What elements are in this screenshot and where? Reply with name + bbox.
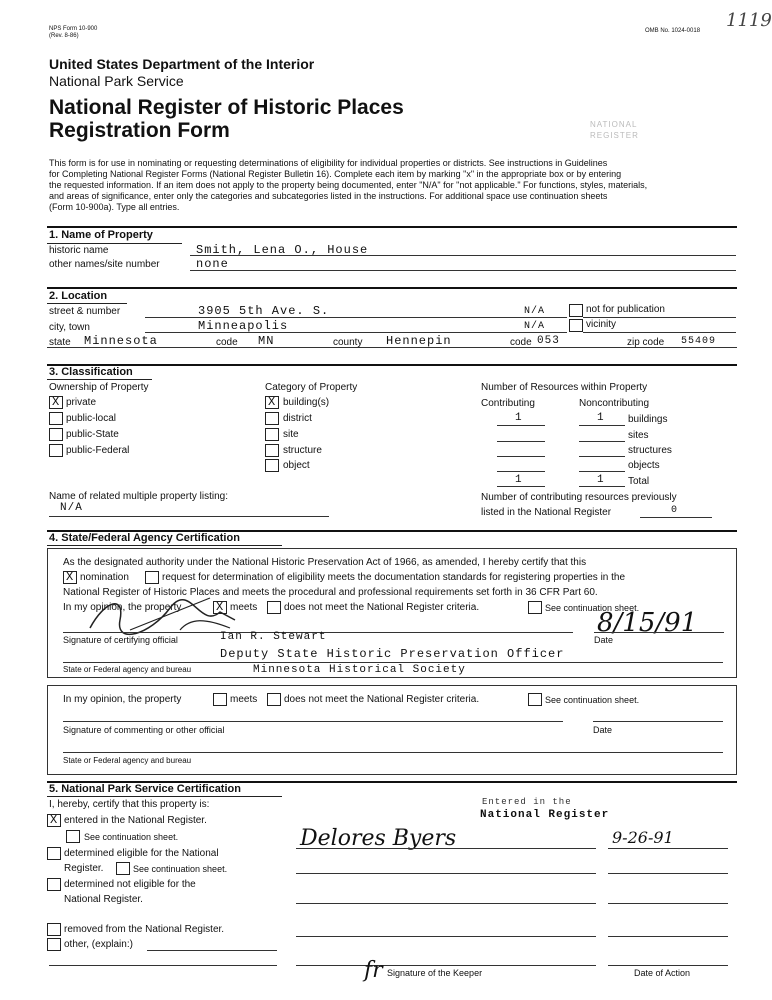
rule bbox=[47, 796, 282, 797]
rule bbox=[47, 303, 127, 304]
agency-value: Minnesota Historical Society bbox=[253, 664, 466, 676]
historic-name-value: Smith, Lena O., House bbox=[196, 243, 369, 257]
row-objects-label: objects bbox=[628, 460, 660, 471]
department-name: United States Department of the Interior bbox=[49, 56, 315, 72]
contributing-total-value: 1 bbox=[515, 474, 523, 486]
ownership-public-state-label: public-State bbox=[66, 429, 119, 440]
noncontributing-heading: Noncontributing bbox=[579, 398, 650, 409]
ownership-public-federal-label: public-Federal bbox=[66, 445, 130, 456]
county-code-value: 053 bbox=[537, 335, 560, 347]
date-line-1 bbox=[608, 848, 728, 849]
rule bbox=[497, 456, 545, 457]
date-line-3 bbox=[608, 903, 728, 904]
date-line-4 bbox=[608, 936, 728, 937]
zip-label: zip code bbox=[627, 337, 665, 348]
ownership-public-state-checkbox[interactable] bbox=[49, 428, 63, 441]
determined-eligible-label: determined eligible for the National bbox=[64, 848, 219, 859]
date-of-action-label: Date of Action bbox=[634, 968, 691, 978]
rule bbox=[497, 441, 545, 442]
row-sites-label: sites bbox=[628, 430, 649, 441]
row-total-label: Total bbox=[628, 476, 650, 487]
city-label: city, town bbox=[49, 322, 90, 333]
commenting-date-label: Date bbox=[593, 725, 613, 735]
section1-heading: 1. Name of Property bbox=[49, 229, 153, 241]
rule bbox=[497, 486, 545, 487]
cert-text-line1: As the designated authority under the National Historic Preservation Act of 1966, as amended, I hereby certify that this bbox=[63, 557, 587, 568]
other-names-line bbox=[190, 270, 736, 271]
city-value: Minneapolis bbox=[198, 319, 289, 333]
op-meets-label: meets bbox=[230, 694, 258, 705]
does-not-meet-checkbox[interactable] bbox=[267, 601, 281, 614]
eligible-continuation-checkbox[interactable] bbox=[116, 862, 130, 875]
county-value: Hennepin bbox=[386, 334, 452, 348]
rule bbox=[594, 632, 724, 633]
omb-number: OMB No. 1024-0018 bbox=[645, 28, 701, 34]
agency-line bbox=[63, 662, 723, 663]
category-site-label: site bbox=[283, 429, 299, 440]
street-line bbox=[145, 317, 567, 318]
category-building-checkbox[interactable] bbox=[265, 396, 279, 409]
multiple-listing-value: N/A bbox=[60, 502, 83, 514]
other-checkbox[interactable] bbox=[47, 938, 61, 951]
keeper-line-5 bbox=[296, 965, 596, 966]
section2-heading: 2. Location bbox=[49, 290, 108, 302]
row-buildings-label: buildings bbox=[628, 414, 668, 425]
official-title: Deputy State Historic Preservation Officer bbox=[220, 647, 565, 661]
rule bbox=[47, 243, 182, 244]
multiple-listing-label: Name of related multiple property listing: bbox=[49, 491, 228, 502]
rule bbox=[47, 364, 737, 366]
previously-listed-label1: Number of contributing resources previously bbox=[481, 492, 677, 503]
other-explain-line bbox=[147, 950, 277, 951]
category-structure-checkbox[interactable] bbox=[265, 444, 279, 457]
keeper-line-4 bbox=[296, 936, 596, 937]
certify-label: I, hereby, certify that this property is: bbox=[49, 799, 210, 810]
op-does-not-meet-label: does not meet the National Register criteria. bbox=[284, 694, 480, 705]
entered-continuation-checkbox[interactable] bbox=[66, 830, 80, 843]
nomination-checkbox[interactable] bbox=[63, 571, 77, 584]
ownership-heading: Ownership of Property bbox=[49, 382, 149, 393]
contributing-buildings-value: 1 bbox=[515, 412, 523, 424]
cert-text-line3: National Register of Historic Places and meets the procedural and professional requirements set forth in 36 CFR Part 60. bbox=[63, 587, 598, 598]
entered-stamp-line1: Entered in the bbox=[482, 797, 572, 807]
category-object-checkbox[interactable] bbox=[265, 459, 279, 472]
section4-heading: 4. State/Federal Agency Certification bbox=[49, 532, 240, 544]
not-for-publication-label: not for publication bbox=[586, 304, 665, 315]
rule bbox=[497, 425, 545, 426]
op-does-not-meet-checkbox[interactable] bbox=[267, 693, 281, 706]
date-line-5 bbox=[608, 965, 728, 966]
corner-handwritten-mark: 1119 bbox=[726, 10, 772, 31]
city-line bbox=[145, 332, 567, 333]
previously-listed-label2: listed in the National Register bbox=[481, 507, 612, 518]
rule bbox=[49, 965, 277, 966]
county-code-label: code bbox=[510, 337, 532, 348]
opinion-label: In my opinion, the property bbox=[63, 602, 182, 613]
keeper-initials: fr bbox=[364, 958, 383, 983]
keeper-line-3 bbox=[296, 903, 596, 904]
continuation-sheet-checkbox[interactable] bbox=[528, 601, 542, 614]
category-district-checkbox[interactable] bbox=[265, 412, 279, 425]
street-label: street & number bbox=[49, 306, 121, 317]
rule bbox=[47, 287, 737, 289]
entered-checkbox[interactable] bbox=[47, 814, 61, 827]
city-na: N/A bbox=[524, 321, 546, 332]
op-continuation-label: See continuation sheet. bbox=[545, 695, 640, 705]
keeper-line-2 bbox=[296, 873, 596, 874]
determined-not-eligible-label2: National Register. bbox=[64, 894, 143, 905]
form-title-line2: Registration Form bbox=[49, 119, 230, 142]
nomination-label: nomination bbox=[80, 572, 129, 583]
state-code-value: MN bbox=[258, 334, 275, 348]
eligible-continuation-label: See continuation sheet. bbox=[133, 864, 228, 874]
agency2-line bbox=[63, 752, 723, 753]
other-label: other, (explain:) bbox=[64, 939, 133, 950]
signature-label: Signature of certifying official bbox=[63, 635, 178, 645]
ownership-private-label: private bbox=[66, 397, 97, 408]
keeper-signature-label: Signature of the Keeper bbox=[387, 968, 483, 978]
removed-label: removed from the National Register. bbox=[64, 924, 225, 935]
determined-eligible-checkbox[interactable] bbox=[47, 847, 61, 860]
commenting-signature-label: Signature of commenting or other official bbox=[63, 725, 225, 735]
keeper-signature: Delores Byers bbox=[300, 826, 457, 851]
does-not-meet-label: does not meet the National Register criteria. bbox=[284, 602, 480, 613]
agency-label: State or Federal agency and bureau bbox=[63, 665, 192, 674]
entered-label: entered in the National Register. bbox=[64, 815, 207, 826]
category-structure-label: structure bbox=[283, 445, 322, 456]
zip-value: 55409 bbox=[681, 336, 717, 347]
category-heading: Category of Property bbox=[265, 382, 358, 393]
determined-not-eligible-checkbox[interactable] bbox=[47, 878, 61, 891]
form-number: NPS Form 10-900 bbox=[49, 26, 98, 32]
faded-stamp-line2: REGISTER bbox=[590, 131, 639, 140]
not-for-publication-checkbox[interactable] bbox=[569, 304, 583, 317]
category-district-label: district bbox=[283, 413, 312, 424]
rule bbox=[640, 517, 712, 518]
service-name: National Park Service bbox=[49, 73, 184, 89]
request-checkbox[interactable] bbox=[145, 571, 159, 584]
rule bbox=[47, 379, 152, 380]
historic-name-line bbox=[190, 255, 736, 256]
ownership-private-checkbox[interactable] bbox=[49, 396, 63, 409]
commenting-signature-line bbox=[63, 721, 563, 722]
op-meets-checkbox[interactable] bbox=[213, 693, 227, 706]
determined-not-eligible-label: determined not eligible for the bbox=[64, 879, 196, 890]
county-label: county bbox=[333, 337, 363, 348]
form-title-line1: National Register of Historic Places bbox=[49, 96, 404, 119]
rule bbox=[579, 471, 625, 472]
rule bbox=[47, 347, 737, 348]
keeper-line-1 bbox=[296, 848, 596, 849]
determined-eligible-label2: Register. bbox=[64, 863, 104, 874]
category-building-label: building(s) bbox=[283, 397, 330, 408]
rule bbox=[583, 332, 736, 333]
certification-date: 8/15/91 bbox=[597, 608, 698, 638]
resources-heading: Number of Resources within Property bbox=[481, 382, 648, 393]
ownership-public-federal-checkbox[interactable] bbox=[49, 444, 63, 457]
faded-stamp-line1: NATIONAL bbox=[590, 120, 638, 129]
category-site-checkbox[interactable] bbox=[265, 428, 279, 441]
continuation-sheet-label: See continuation sheet. bbox=[545, 603, 640, 613]
rule bbox=[579, 486, 625, 487]
entered-continuation-label: See continuation sheet. bbox=[84, 832, 179, 842]
vicinity-checkbox[interactable] bbox=[569, 319, 583, 332]
op-continuation-checkbox[interactable] bbox=[528, 693, 542, 706]
row-structures-label: structures bbox=[628, 445, 672, 456]
rule bbox=[579, 441, 625, 442]
other-names-value: none bbox=[196, 257, 229, 271]
section3-heading: 3. Classification bbox=[49, 366, 133, 378]
noncontributing-total-value: 1 bbox=[597, 474, 605, 486]
rule bbox=[583, 317, 736, 318]
date-label: Date bbox=[594, 635, 614, 645]
rule bbox=[497, 471, 545, 472]
rule bbox=[47, 545, 282, 546]
multiple-listing-line bbox=[49, 516, 329, 517]
meets-label: meets bbox=[230, 602, 258, 613]
op-opinion-label: In my opinion, the property bbox=[63, 694, 182, 705]
rule bbox=[593, 721, 723, 722]
noncontributing-buildings-value: 1 bbox=[597, 412, 605, 424]
state-label: state bbox=[49, 337, 71, 348]
vicinity-label: vicinity bbox=[586, 319, 617, 330]
ownership-public-local-checkbox[interactable] bbox=[49, 412, 63, 425]
category-object-label: object bbox=[283, 460, 310, 471]
rule bbox=[579, 456, 625, 457]
official-name: Ian R. Stewart bbox=[220, 631, 327, 643]
street-na: N/A bbox=[524, 306, 546, 317]
contributing-heading: Contributing bbox=[481, 398, 535, 409]
form-revision: (Rev. 8-86) bbox=[49, 33, 79, 39]
action-date-value: 9-26-91 bbox=[612, 828, 674, 847]
state-code-label: code bbox=[216, 337, 238, 348]
historic-name-label: historic name bbox=[49, 245, 109, 256]
other-names-label: other names/site number bbox=[49, 259, 160, 270]
entered-stamp-line2: National Register bbox=[480, 809, 610, 821]
ownership-public-local-label: public-local bbox=[66, 413, 117, 424]
date-line-2 bbox=[608, 873, 728, 874]
rule bbox=[579, 425, 625, 426]
cert-text-line2: request for determination of eligibility meets the documentation standards for registering properties in the bbox=[162, 572, 626, 583]
previously-listed-value: 0 bbox=[671, 505, 679, 516]
state-value: Minnesota bbox=[84, 334, 158, 348]
removed-checkbox[interactable] bbox=[47, 923, 61, 936]
agency2-label: State or Federal agency and bureau bbox=[63, 756, 192, 765]
rule bbox=[47, 226, 737, 228]
street-value: 3905 5th Ave. S. bbox=[198, 304, 330, 318]
section5-heading: 5. National Park Service Certification bbox=[49, 783, 241, 795]
